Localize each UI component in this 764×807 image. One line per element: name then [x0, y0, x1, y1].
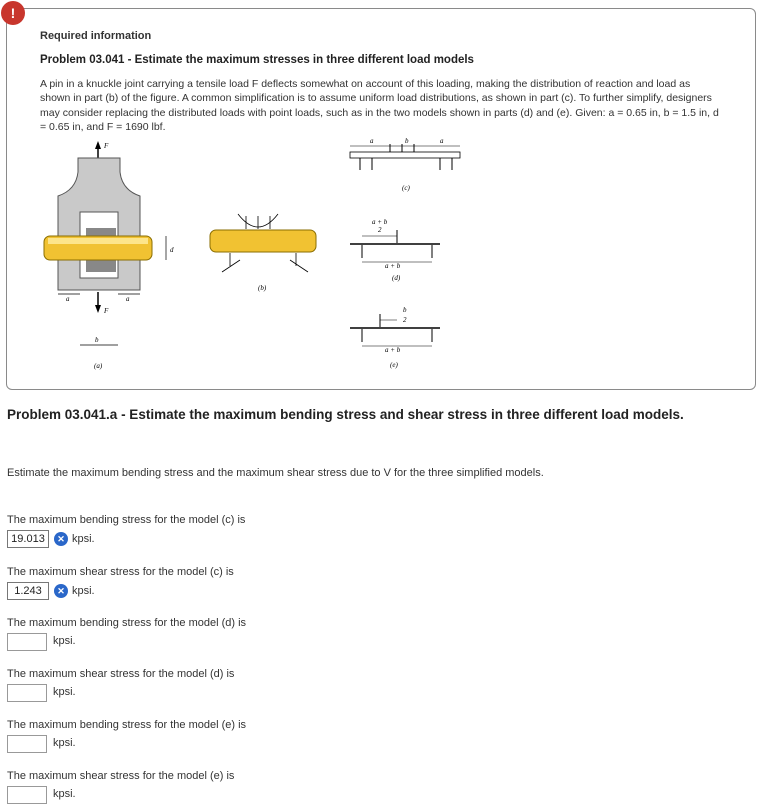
e-dim-top-den: 2: [403, 316, 407, 324]
d-dim-top: a + b: [372, 218, 388, 226]
question-e-bending-label: The maximum bending stress for the model (e) is: [7, 719, 247, 731]
unit-label: kpsi.: [53, 686, 76, 698]
figure-part-d: [350, 218, 440, 282]
problem-description: A pin in a knuckle joint carrying a tensile load F deflects somewhat on account of this loading, making the distribution of reaction and load as shown in part (b) of the figure. A common simplification is to assume uniform load distributions, as shown in part (c). To further simplify, designers may consider replacing the distributed loads with point loads, such as in the two models shown in parts (d) and (e). Given: a = 0.65 in, b = 1.5 in, d = 0.65 in, and F = 1690 lbf.: [40, 78, 719, 134]
unit-label: kpsi.: [53, 635, 76, 647]
dim-label-b: b: [95, 336, 99, 344]
answer-row-c-shear: [7, 582, 95, 600]
unit-label: kpsi.: [72, 585, 95, 597]
question-c-shear-label: The maximum shear stress for the model (c) is: [7, 566, 234, 578]
part-a-instruction: Estimate the maximum bending stress and the maximum shear stress due to V for the three simplified models.: [7, 467, 544, 479]
caption-d: (d): [392, 274, 401, 282]
unit-label: kpsi.: [72, 533, 95, 545]
caption-a: (a): [94, 362, 103, 370]
figure-part-b: [210, 214, 316, 292]
c-dim-a-left: a: [370, 137, 374, 145]
question-d-bending-label: The maximum bending stress for the model (d) is: [7, 617, 247, 629]
caption-c: (c): [402, 184, 410, 192]
incorrect-icon: ✕: [54, 584, 68, 598]
answer-input-d-bending[interactable]: [7, 633, 47, 651]
dim-label-a-right: a: [126, 295, 130, 303]
figure-part-e: [350, 306, 440, 369]
force-label-top: F: [104, 142, 109, 150]
force-label-bottom: F: [104, 307, 109, 315]
question-c-bending-label: The maximum bending stress for the model (c) is: [7, 514, 246, 526]
incorrect-icon: ✕: [54, 532, 68, 546]
answer-input-e-bending[interactable]: [7, 735, 47, 753]
alert-icon: !: [1, 1, 25, 25]
answer-input-c-bending[interactable]: 19.013: [7, 530, 49, 548]
caption-e: (e): [390, 361, 398, 369]
part-a-title: Problem 03.041.a - Estimate the maximum bending stress and shear stress in three different load models.: [7, 407, 684, 422]
problem-title: Problem 03.041 - Estimate the maximum stresses in three different load models: [40, 54, 474, 66]
answer-row-c-bending: [7, 530, 95, 548]
unit-label: kpsi.: [53, 737, 76, 749]
answer-input-d-shear[interactable]: [7, 684, 47, 702]
answer-input-e-shear[interactable]: [7, 786, 47, 804]
answer-row-e-shear: [7, 786, 47, 804]
answer-row-d-shear: [7, 684, 47, 702]
unit-label: kpsi.: [53, 788, 76, 800]
d-dim-bottom: a + b: [385, 262, 401, 270]
c-dim-a-right: a: [440, 137, 444, 145]
answer-row-e-bending: [7, 735, 47, 753]
c-dim-b: b: [405, 137, 409, 145]
answer-row-d-bending: [7, 633, 47, 651]
question-e-shear-label: The maximum shear stress for the model (e) is: [7, 770, 235, 782]
dim-label-a-left: a: [66, 295, 70, 303]
figure-part-a: [44, 141, 174, 370]
answer-input-c-shear[interactable]: 1.243: [7, 582, 49, 600]
question-d-shear-label: The maximum shear stress for the model (d) is: [7, 668, 235, 680]
e-dim-top: b: [403, 306, 407, 314]
e-dim-bottom: a + b: [385, 346, 401, 354]
caption-b: (b): [258, 284, 267, 292]
knuckle-joint-figure: [0, 0, 764, 400]
d-dim-top-den: 2: [378, 226, 382, 234]
dim-label-d: d: [170, 246, 174, 254]
figure-part-c: [350, 137, 460, 192]
required-info-heading: Required information: [40, 30, 152, 42]
